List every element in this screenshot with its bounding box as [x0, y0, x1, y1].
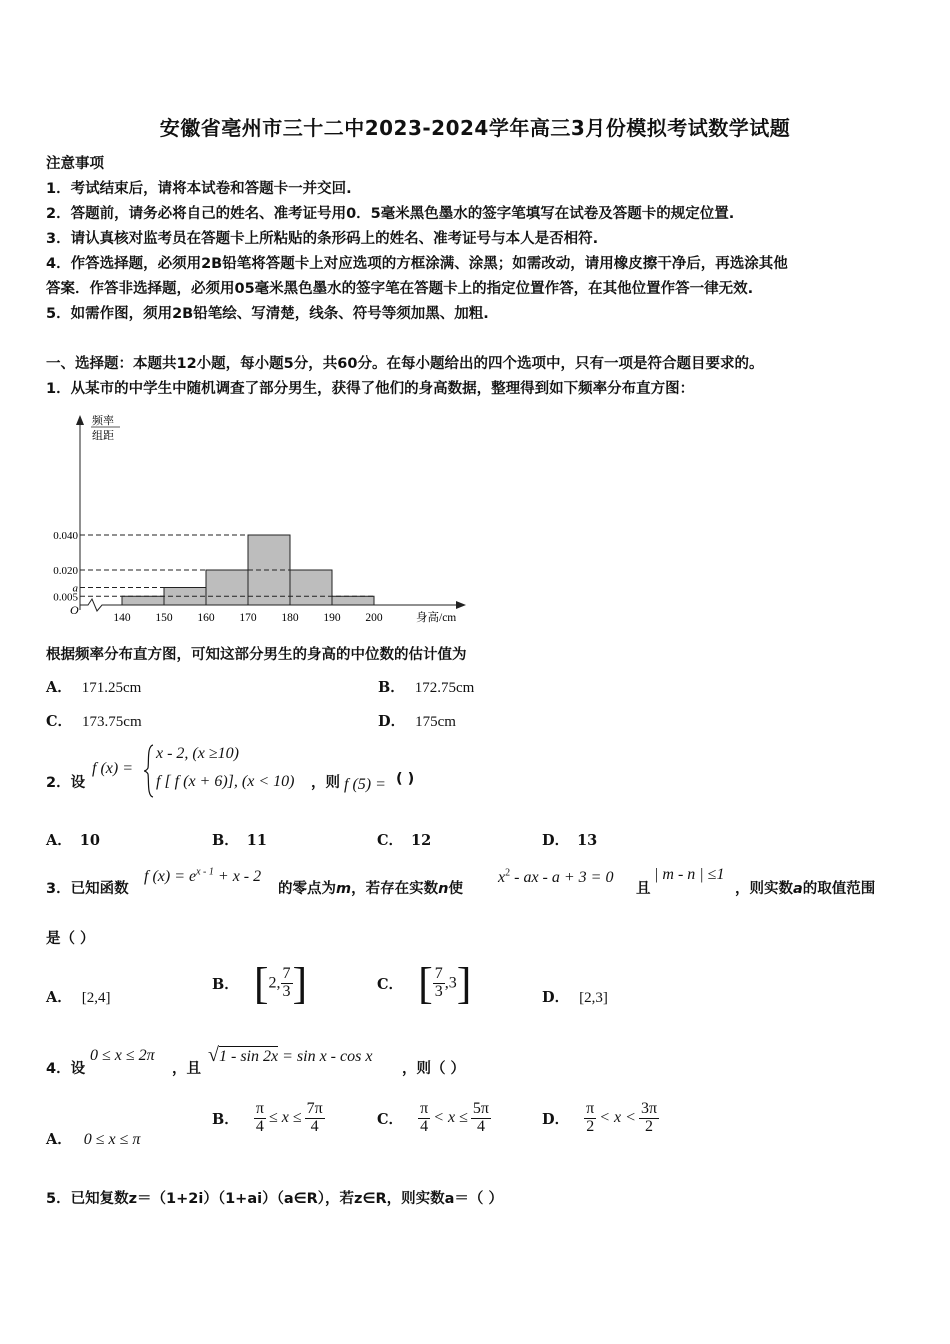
fraction-numerator: 7 — [282, 965, 291, 983]
q3-equation — [498, 867, 613, 887]
q3-option-d[interactable] — [542, 986, 608, 1007]
text: ，则实数 — [735, 881, 793, 897]
sqrt-icon: √ — [208, 1044, 219, 1066]
fraction-denominator: 4 — [310, 1117, 319, 1135]
q1-option-b[interactable] — [378, 676, 474, 697]
option-letter: A． — [46, 832, 72, 849]
q2-lhs: f (x) = — [92, 760, 133, 777]
bracket-open: [ — [253, 959, 269, 1008]
option-letter: B． — [212, 976, 239, 993]
function-tail: + x - 2 — [213, 868, 262, 885]
option-value: [2,3] — [579, 990, 608, 1006]
exponent: x - 1 — [196, 866, 214, 878]
q3-and: 且 — [636, 881, 651, 897]
option-letter: C． — [377, 976, 404, 993]
x-axis-label: 身高/cm — [416, 612, 457, 624]
x-tick-label: 140 — [113, 612, 131, 624]
inequality: ≤ x ≤ — [268, 1109, 302, 1127]
q3-option-c[interactable] — [377, 958, 471, 1009]
option-letter: D． — [542, 1110, 570, 1128]
option-letter: C． — [46, 713, 73, 730]
page-title: 安徽省亳州市三十二中2023-2024学年高三3月份模拟考试数学试题 — [159, 116, 791, 140]
eq-power: 2 — [505, 867, 511, 879]
fraction-numerator: π — [420, 1100, 429, 1117]
y-tick-label: 0.040 — [53, 530, 78, 542]
q3-abs: | m - n | ≤1 — [654, 866, 725, 883]
option-value: 172.75cm — [414, 680, 475, 696]
fraction-numerator: 7 — [434, 965, 443, 983]
q2-case2: f [ f (x + 6)], (x < 10) — [156, 773, 295, 790]
option-value: 10 — [79, 832, 100, 849]
fraction-denominator: 4 — [255, 1117, 264, 1135]
q2-ask: f (5) = — [344, 776, 386, 793]
notice-item: 5．如需作图，须用2B铅笔绘、写清楚，线条、符号等须加黑、加粗. — [46, 306, 489, 322]
option-value: 173.75cm — [82, 714, 142, 730]
option-letter: D． — [378, 713, 406, 730]
q4-condition: 0 ≤ x ≤ 2π — [90, 1047, 155, 1064]
q3-option-a[interactable] — [46, 986, 111, 1007]
option-value: 175cm — [415, 714, 456, 730]
q1-option-d[interactable] — [378, 710, 456, 731]
text: ，若存在实数 — [351, 881, 439, 897]
fraction-denominator: 3 — [434, 983, 443, 1000]
x-tick-label: 150 — [155, 612, 173, 624]
option-letter: A． — [46, 1131, 72, 1148]
q2-prefix: 2．设 — [46, 775, 86, 791]
bracket-open: [ — [418, 959, 433, 1008]
text: 的零点为 — [278, 881, 336, 897]
x-axis-arrow-icon — [456, 601, 466, 609]
option-value: 11 — [246, 832, 267, 849]
option-value: 13 — [577, 832, 598, 849]
y-tick-label: 0.005 — [53, 591, 78, 604]
frequency-histogram — [40, 405, 480, 630]
q4-option-c[interactable] — [377, 1101, 491, 1136]
option-letter: C． — [377, 1110, 404, 1128]
q4-option-b[interactable] — [212, 1101, 325, 1136]
notice-item: 1．考试结束后，请将本试卷和答题卡一并交回. — [46, 181, 352, 197]
q4-mid: ，且 — [172, 1061, 201, 1077]
text: 使 — [448, 881, 463, 897]
q1-option-a[interactable] — [46, 676, 141, 697]
option-letter: B． — [212, 1110, 239, 1128]
fraction-denominator: 4 — [420, 1117, 429, 1135]
q1-stem: 1．从某市的中学生中随机调查了部分男生，获得了他们的身高数据，整理得到如下频率分布直方图： — [46, 381, 695, 397]
notice-item: 2．答题前，请务必将自己的姓名、准考证号用0．5毫米黑色墨水的签字笔填写在试卷及答题卡的规定位置. — [46, 206, 735, 222]
x-tick-label: 180 — [281, 612, 299, 624]
x-tick-label: 160 — [197, 612, 215, 624]
fraction-numerator: 7π — [306, 1100, 323, 1117]
q4-option-a[interactable] — [46, 1128, 140, 1149]
text: 的取值范围 — [802, 881, 876, 897]
fraction-denominator: 2 — [586, 1117, 595, 1135]
var-a: a — [793, 881, 803, 897]
q2-mid: ，则 — [311, 775, 340, 791]
q2-blank: ( ) — [396, 771, 415, 787]
histogram-bar — [122, 596, 164, 605]
option-letter: B． — [212, 832, 239, 849]
inequality: < x < — [599, 1109, 636, 1127]
fraction-numerator: 5π — [472, 1100, 489, 1117]
q1-question: 根据频率分布直方图，可知这部分男生的身高的中位数的估计值为 — [46, 647, 467, 663]
option-value: 171.25cm — [81, 680, 142, 696]
q3-function — [144, 866, 261, 886]
histogram-bar — [332, 596, 374, 605]
brace-icon — [143, 744, 155, 798]
bracket-close: ] — [456, 959, 472, 1008]
q2-option-c[interactable] — [377, 829, 431, 850]
x-tick-label: 170 — [239, 612, 257, 624]
q2-option-b[interactable] — [212, 829, 267, 850]
x-tick-label: 190 — [323, 612, 341, 624]
sqrt-body: 1 - sin 2x — [218, 1048, 279, 1065]
option-letter: A． — [46, 679, 72, 696]
option-value: 12 — [411, 832, 432, 849]
q3-text — [278, 877, 463, 898]
fraction-denominator: 4 — [476, 1117, 485, 1135]
fraction-numerator: π — [586, 1100, 595, 1117]
y-axis-arrow-icon — [76, 415, 84, 425]
option-right: ,3 — [444, 974, 457, 992]
y-tick-label: a — [72, 582, 78, 595]
x-tick-label: 200 — [365, 612, 383, 624]
q2-case1: x - 2, (x ≥10) — [156, 745, 239, 762]
q4-prefix: 4．设 — [46, 1061, 86, 1077]
y-axis-label-denominator: 组距 — [92, 430, 114, 442]
histogram-bar — [290, 570, 332, 605]
q3-line2: 是（ ） — [46, 931, 95, 947]
q2-option-a[interactable] — [46, 829, 100, 850]
bracket-close: ] — [292, 959, 308, 1008]
q2-option-d[interactable] — [542, 829, 597, 850]
notice-item: 3．请认真核对监考员在答题卡上所粘贴的条形码上的姓名、准考证号与本人是否相符. — [46, 231, 599, 247]
fraction-denominator: 3 — [282, 983, 291, 1000]
option-letter: B． — [378, 679, 405, 696]
option-letter: C． — [377, 832, 404, 849]
eq-x: x — [498, 869, 506, 886]
q4-option-d[interactable] — [542, 1101, 659, 1136]
notice-heading: 注意事项 — [46, 156, 104, 172]
fraction-numerator: 3π — [640, 1100, 658, 1117]
q4-equation — [208, 1044, 372, 1067]
y-axis-label-numerator: 频率 — [92, 415, 114, 427]
option-letter: A． — [46, 989, 72, 1006]
y-tick-label: 0.020 — [53, 565, 78, 577]
q5-stem: 5．已知复数z＝（1+2i）（1+ai）（a∈R），若z∈R，则实数a＝（ ） — [46, 1191, 503, 1207]
option-left: 2, — [268, 974, 281, 992]
q1-option-c[interactable] — [46, 710, 142, 731]
notice-item: 答案．作答非选择题，必须用05毫米黑色墨水的签字笔在答题卡上的指定位置作答，在其他位置作答一律无效. — [46, 281, 754, 297]
fraction-denominator: 2 — [644, 1117, 653, 1135]
fraction-numerator: π — [255, 1100, 264, 1117]
var-n: n — [438, 881, 449, 897]
notice-item: 4．作答选择题，必须用2B铅笔将答题卡上对应选项的方框涂满、涂黑；如需改动，请用橡皮擦干净后，再选涂其他 — [46, 256, 788, 272]
option-value: 0 ≤ x ≤ π — [83, 1131, 141, 1148]
eq-rest: - ax - a + 3 = 0 — [510, 869, 614, 886]
origin-label: O — [70, 603, 79, 617]
eq-rest: = sin x - cos x — [278, 1048, 373, 1065]
option-value: [2,4] — [81, 990, 111, 1006]
q3-tail — [735, 877, 875, 898]
inequality: < x ≤ — [433, 1109, 468, 1127]
histogram-bar — [206, 570, 248, 605]
var-m: m — [336, 881, 352, 897]
q4-tail: ，则（ ） — [402, 1061, 466, 1077]
q3-option-b[interactable] — [212, 958, 307, 1009]
q3-prefix: 3．已知函数 — [46, 881, 129, 897]
function-text: f (x) = e — [144, 868, 197, 885]
option-letter: D． — [542, 832, 570, 849]
option-letter: D． — [542, 989, 570, 1006]
section-heading: 一、选择题：本题共12小题，每小题5分，共60分。在每小题给出的四个选项中，只有一项是符合题目要求的。 — [46, 356, 764, 372]
